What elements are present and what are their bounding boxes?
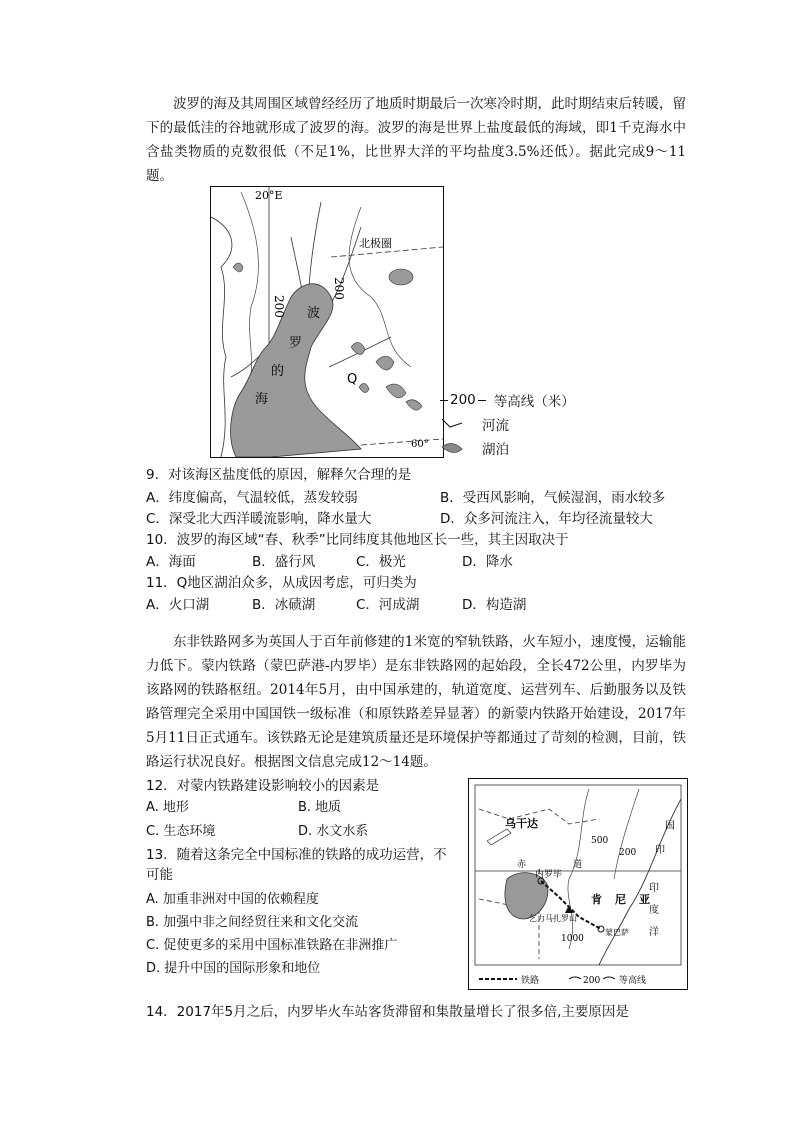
passage-baltic: 波罗的海及其周围区域曾经经历了地质时期最后一次寒冷时期，此时期结束后转暖，留下的最低洼的谷地就形成了波罗的海。波罗的海是世界上盐度最低的海域，即1千克海水中含盐类物质的克数很低（不足1%，比世界大洋的平均盐度3.5%还低）。据此完成9～11题。 — [146, 96, 686, 184]
river-1 — [309, 202, 321, 287]
q13-option-b[interactable]: B. 加强中非之间经贸往来和文化交流 — [146, 915, 359, 930]
arctic-label: 北极圈 — [359, 237, 392, 250]
q12-option-a[interactable]: A. 地形 — [146, 800, 189, 815]
lake-7 — [233, 263, 243, 272]
kenya-label-3: 亚 — [639, 893, 650, 906]
sea-name-4: 海 — [255, 392, 269, 407]
ocean-top-label-1: 国 — [665, 821, 675, 832]
baltic-sea-shape — [231, 284, 361, 457]
equator-label-1: 赤 — [517, 860, 527, 870]
legend-contour-label: 等高线（米） — [493, 394, 575, 410]
point-q-label: Q — [347, 372, 358, 387]
sea-name-3: 的 — [271, 364, 285, 379]
q11-option-d[interactable]: D．构造湖 — [462, 597, 527, 613]
q9-stem: 9．对该海区盐度低的原因，解释欠合理的是 — [146, 467, 412, 483]
q9-option-c[interactable]: C．深受北大西洋暖流影响，降水量大 — [146, 511, 372, 527]
east-africa-map-svg — [469, 779, 687, 989]
kilimanjaro-label: 乞力马扎罗山 — [529, 914, 577, 923]
kilimanjaro-marker — [565, 905, 573, 913]
legend-rail-label: 铁路 — [521, 976, 540, 986]
legend-river — [440, 412, 575, 436]
q13-option-a[interactable]: A. 加重非洲对中国的依赖程度 — [146, 892, 319, 907]
legend-contour — [440, 388, 575, 412]
q12-option-b[interactable]: B. 地质 — [298, 800, 342, 815]
contour-line-west — [241, 192, 258, 387]
passage-railway: 东非铁路网多为英国人于百年前修建的1米宽的窄轨铁路，火车短小，速度慢，运输能力低下。蒙内铁路（蒙巴萨港-内罗毕）是东非铁路网的起始段，全长472公里，内罗毕为该路网的铁路枢纽。2014年5月，由中国承建的，轨道宽度、运营列车、后勤服务以及铁路管理完全采用中国国铁一级标准（和原铁路差异显著）的新蒙内铁路开始建设，2017年5月11日正式通车。该铁路无论是建筑质量还是环境保护等都通过了苛刻的检测，目前，铁路运行状况良好。根据图文信息完成12～14题。 — [146, 634, 686, 770]
legend-lake — [440, 436, 575, 460]
lake-5 — [406, 400, 422, 410]
river-symbol-icon — [440, 417, 464, 431]
q13-stem-line2: 可能 — [146, 867, 173, 883]
ocean-top-label-2: 印 — [655, 845, 665, 856]
contour-label-a: 200 — [272, 295, 286, 318]
q11-option-c[interactable]: C．河成湖 — [356, 597, 420, 613]
q11-stem: 11．Q地区湖泊众多，从成因考虑，可归类为 — [146, 575, 417, 591]
q12-option-c[interactable]: C. 生态环境 — [146, 824, 216, 839]
q14-stem: 14．2017年5月之后，内罗毕火车站客货滞留和集散量增长了很多倍,主要原因是 — [146, 1004, 629, 1020]
lake-albert — [487, 829, 511, 845]
lake-4 — [386, 384, 406, 398]
lat60-label: 60° — [411, 439, 429, 450]
q13-option-c[interactable]: C. 促使更多的采用中国标准铁路在非洲推广 — [146, 938, 398, 953]
q10-stem: 10．波罗的海区域“春、秋季”比同纬度其他地区长一些，其主因取决于 — [146, 532, 569, 548]
kenya-label-2: 尼 — [615, 893, 626, 906]
lake-2 — [351, 342, 365, 354]
q13-option-d[interactable]: D. 提升中国的国际形象和地位 — [146, 961, 321, 976]
equator-label-2: 道 — [573, 860, 583, 870]
q13-stem-line1: 13．随着这条完全中国标准的铁路的成功运营，不 — [146, 847, 447, 863]
legend-contour-symbol-2 — [603, 977, 615, 979]
contour-500-label: 500 — [591, 836, 609, 846]
q10-option-d[interactable]: D．降水 — [462, 554, 513, 570]
baltic-sea-map — [210, 186, 444, 458]
east-africa-map — [468, 778, 688, 990]
lake-3 — [376, 356, 394, 370]
q10-option-c[interactable]: C．极光 — [356, 554, 406, 570]
q12-option-d[interactable]: D. 水文水系 — [298, 824, 369, 839]
uganda-label: 乌干达 — [505, 817, 538, 830]
ocean-label-1: 印 — [649, 883, 659, 894]
lake-1 — [389, 269, 413, 285]
legend-contour-symbol — [569, 977, 581, 979]
legend-contour-label: 等高线 — [619, 976, 647, 986]
parallel-60-line — [361, 439, 443, 445]
mombasa-label: 蒙巴萨 — [605, 928, 629, 937]
sea-name-1: 波 — [307, 306, 321, 321]
sea-name-2: 罗 — [289, 336, 303, 351]
mombasa-marker — [598, 926, 604, 932]
contour-1000-label: 1000 — [561, 934, 584, 944]
contour-label-b: 200 — [332, 277, 346, 300]
ocean-label-3: 洋 — [649, 927, 659, 938]
q9-option-d[interactable]: D．众多河流注入，年均径流量较大 — [440, 511, 653, 527]
q9-option-a[interactable]: A．纬度偏高，气温较低，蒸发较弱 — [146, 490, 358, 506]
q10-option-b[interactable]: B．盛行风 — [252, 554, 316, 570]
contour-200-label: 200 — [619, 848, 637, 858]
q10-option-a[interactable]: A．海面 — [146, 554, 196, 570]
kenya-label-1: 肯 — [591, 893, 602, 906]
legend-river-label: 河流 — [482, 418, 509, 434]
coastline-west — [211, 217, 232, 457]
nairobi-label: 内罗毕 — [535, 870, 563, 880]
q12-stem: 12．对蒙内铁路建设影响较小的因素是 — [146, 778, 380, 794]
lake-6 — [359, 383, 369, 392]
lon-label: 20°E — [255, 189, 283, 202]
legend-contour-sample: 200 — [450, 392, 476, 408]
q11-option-a[interactable]: A．火口湖 — [146, 597, 210, 613]
legend-contour-num: 200 — [583, 976, 601, 986]
baltic-map-svg — [211, 187, 443, 457]
legend-lake-label: 湖泊 — [482, 442, 509, 458]
ocean-label-2: 度 — [649, 905, 659, 916]
lake-symbol-icon — [440, 441, 464, 455]
q9-option-b[interactable]: B．受西风影响，气候湿润，雨水较多 — [440, 490, 666, 506]
baltic-map-legend — [440, 388, 575, 460]
contour-200 — [614, 789, 639, 879]
q11-option-b[interactable]: B．冰碛湖 — [252, 597, 316, 613]
